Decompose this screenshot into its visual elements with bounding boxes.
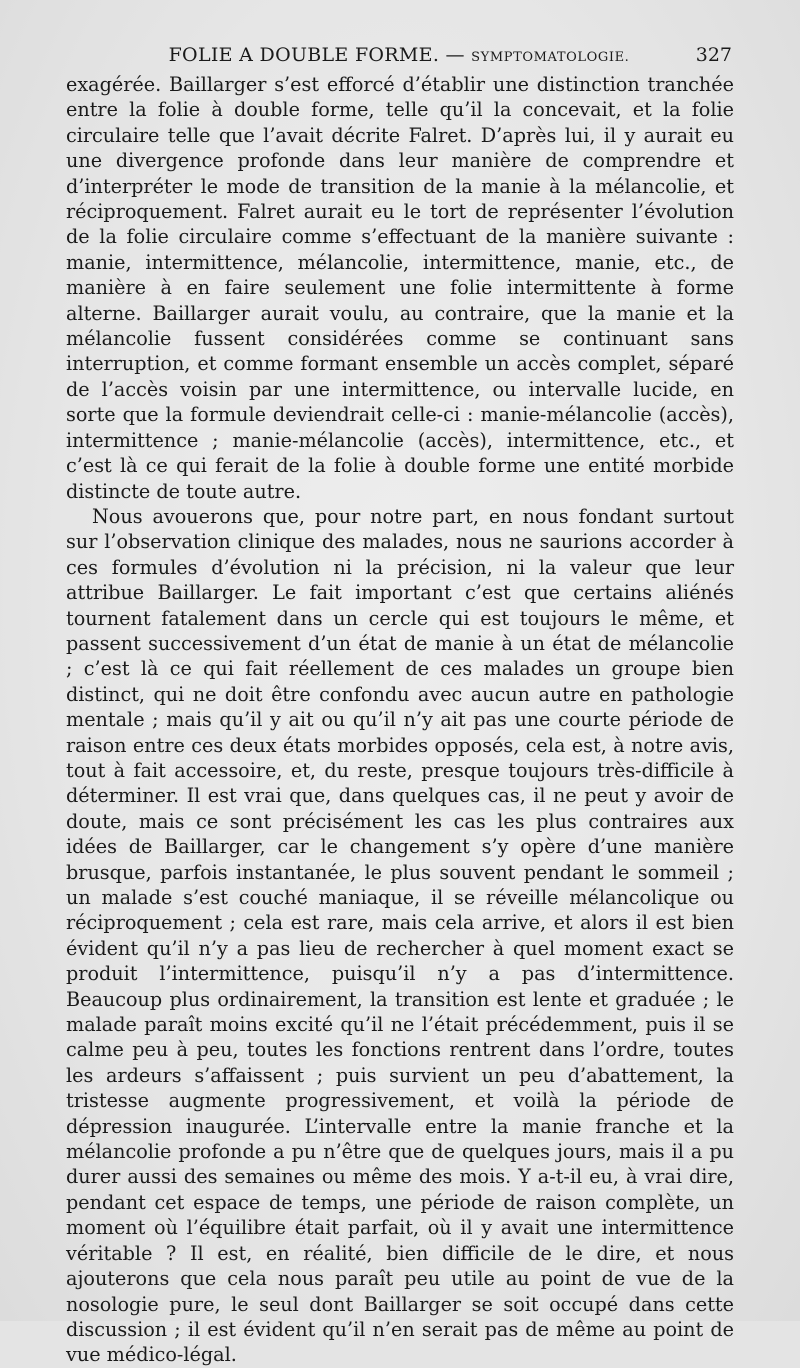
running-head-title: [66, 44, 732, 66]
body-text: [66, 72, 734, 1368]
paragraph-1: exagérée. Baillarger s’est efforcé d’établir une distinction tranchée entre la folie à double forme, telle qu’il la concevait, et la folie circulaire telle que l’avait décrite Falret. D’après lui, il y aurait eu une divergence profonde dans leur manière de comprendre et d’interpréter le mode de transition de la manie à la mélancolie, et réciproquement. Falret aurait eu le tort de représenter l’évolution de la folie circulaire comme s’effectuant de la manière suivante : manie, intermittence, mélancolie, intermittence, manie, etc., de manière à en faire seulement une folie intermittente à forme alterne. Baillarger aurait voulu, au contraire, que la manie et la mélancolie fussent considérées comme se continuant sans interruption, et comme formant ensemble un accès complet, séparé de l’accès voisin par une intermittence, ou intervalle lucide, en sorte que la formule deviendrait celle-ci : manie-mélancolie (accès), intermittence ; manie-mélancolie (accès), intermittence, etc., et c’est là ce qui ferait de la folie à double forme une entité morbide distincte de toute autre.: [66, 73, 734, 503]
running-head: [66, 44, 732, 72]
running-head-dash: —: [445, 44, 465, 66]
running-head-main: FOLIE A DOUBLE FORME.: [168, 44, 440, 66]
page-number: 327: [695, 44, 732, 66]
running-head-section: SYMPTOMATOLOGIE.: [471, 50, 630, 65]
paragraph-2: Nous avouerons que, pour notre part, en nous fondant surtout sur l’observation clinique des malades, nous ne saurions accorder à ces formules d’évolution ni la précision, ni la valeur que leur attribue Baillarger. Le fait important c’est que certains aliénés tournent fatalement dans un cercle qui est toujours le même, et passent successivement d’un état de manie à un état de mélancolie ; c’est là ce qui fait réellement de ces malades un groupe bien distinct, qui ne doit être confondu avec aucun autre en pathologie mentale ; mais qu’il y ait ou qu’il n’y ait pas une courte période de raison entre ces deux états morbides opposés, cela est, à notre avis, tout à fait accessoire, et, du reste, presque toujours très-difficile à déterminer. Il est vrai que, dans quelques cas, il ne peut y avoir de doute, mais ce sont précisément les cas les plus contraires aux idées de Baillarger, car le changement s’y opère d’une manière brusque, parfois instantanée, le plus souvent pendant le sommeil ; un malade s’est couché maniaque, il se réveille mélancolique ou réciproquement ; cela est rare, mais cela arrive, et alors il est bien évident qu’il n’y a pas lieu de rechercher à quel moment exact se produit l’intermittence, puisqu’il n’y a pas d’intermittence. Beaucoup plus ordinairement, la transition est lente et graduée ; le malade paraît moins excité qu’il ne l’était précédemment, puis il se calme peu à peu, toutes les fonctions rentrent dans l’ordre, toutes les ardeurs s’affaissent ; puis survient un peu d’abattement, la tristesse augmente progressivement, et voilà la période de dépression inaugurée. L’intervalle entre la manie franche et la mélancolie profonde a pu n’être que de quelques jours, mais il a pu durer aussi des semaines ou même des mois. Y a-t-il eu, à vrai dire, pendant cet espace de temps, une période de raison complète, un moment où l’équilibre était parfait, où il y avait une intermittence véritable ? Il est, en réalité, bien difficile de le dire, et nous ajouterons que cela nous paraît peu utile au point de vue de la nosologie pure, le seul dont Baillarger se soit occupé dans cette discussion ; il est évident qu’il n’en serait pas de même au point de vue médico-légal.: [66, 504, 734, 1367]
